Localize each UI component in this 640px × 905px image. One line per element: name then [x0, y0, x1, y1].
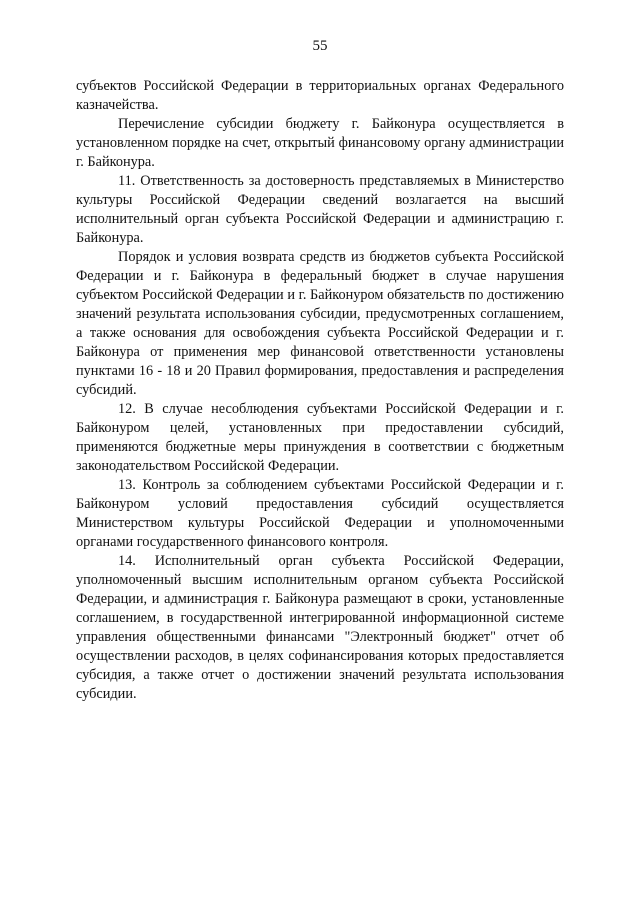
paragraph-continuation: субъектов Российской Федерации в территориальных органах Федерального казначейства. [76, 78, 564, 113]
paragraph-14-reporting: 14. Исполнительный орган субъекта Российской Федерации, уполномоченный высшим исполнительным органом субъекта Российской Федерации, и администрация г. Байконура размещают в сроки, установленные соглашением, в государственной интегрированной информационной системе управления общественными финансами "Электронный бюджет" отчет об осуществлении расходов, в целях софинансирования которых предоставляется субсидия, а также отчет о достижении значений результата использования субсидии. [76, 553, 564, 702]
paragraph-11-responsibility: 11. Ответственность за достоверность представляемых в Министерство культуры Российской Федерации сведений возлагается на высший исполнительный орган субъекта Российской Федерации и администрацию г. Байконура. [76, 173, 564, 246]
paragraph-13-control: 13. Контроль за соблюдением субъектами Российской Федерации и г. Байконуром условий предоставления субсидий осуществляется Министерством культуры Российской Федерации и уполномоченными органами государственного финансового контроля. [76, 477, 564, 550]
document-body [76, 77, 564, 704]
paragraph-refund-procedure: Порядок и условия возврата средств из бюджетов субъекта Российской Федерации и г. Байконура в федеральный бюджет в случае нарушения субъектом Российской Федерации и г. Байконуром обязательств по достижению значений результата использования субсидии, предусмотренных соглашением, а также основания для освобождения субъекта Российской Федерации и г. Байконура от применения мер финансовой ответственности установлены пунктами 16 - 18 и 20 Правил формирования, предоставления и распределения субсидий. [76, 249, 564, 398]
page-number: 55 [312, 38, 328, 54]
paragraph-12-noncompliance: 12. В случае несоблюдения субъектами Российской Федерации и г. Байконуром целей, установленных при предоставлении субсидий, применяются бюджетные меры принуждения в соответствии с бюджетным законодательством Российской Федерации. [76, 401, 564, 474]
paragraph-subsidy-transfer: Перечисление субсидии бюджету г. Байконура осуществляется в установленном порядке на счет, открытый финансовому органу администрации г. Байконура. [76, 116, 564, 170]
